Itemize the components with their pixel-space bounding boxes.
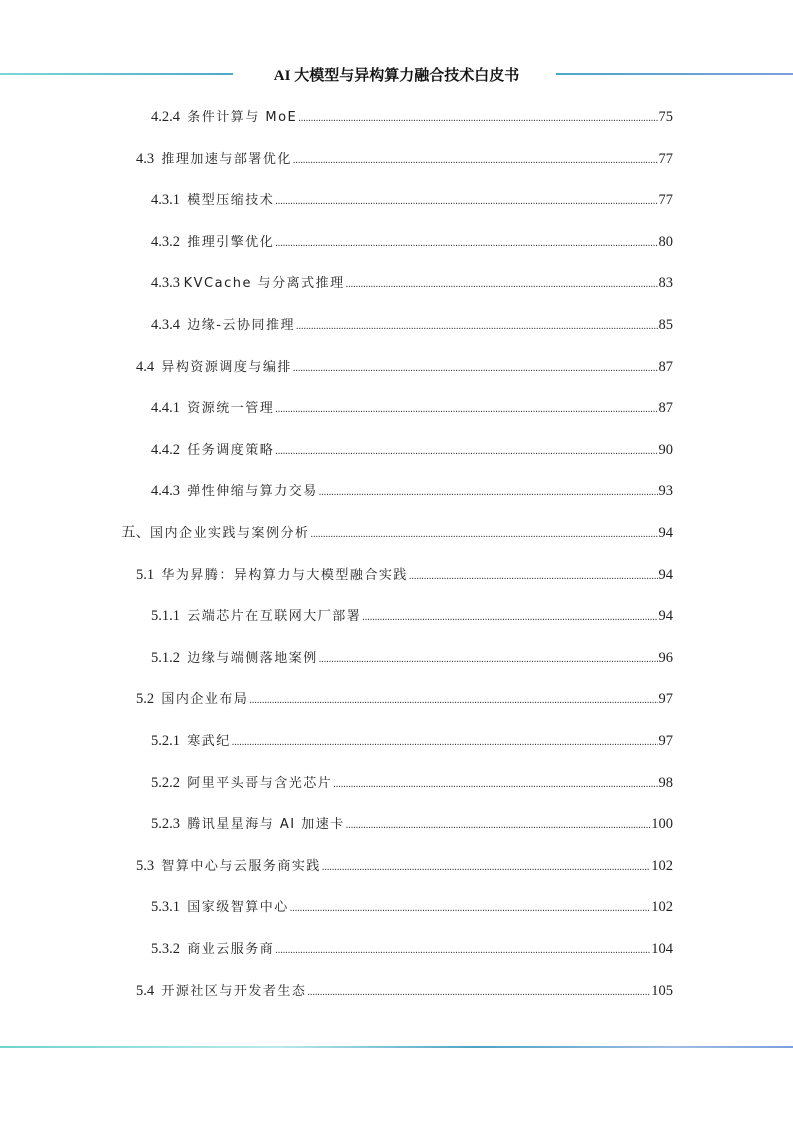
toc-entry[interactable]: [121, 522, 673, 544]
toc-entry-title: 异构资源调度与编排: [161, 359, 292, 375]
toc-leader-dots: [346, 274, 658, 296]
toc-entry-number: 五、: [121, 525, 150, 541]
toc-entry[interactable]: [151, 647, 673, 669]
toc-entry-page: 97: [658, 691, 673, 708]
toc-entry-title: 阿里平头哥与含光芯片: [187, 775, 333, 791]
toc-leader-dots: [293, 150, 658, 172]
toc-entry-page: 87: [658, 358, 673, 375]
toc-entry[interactable]: [151, 314, 673, 336]
toc-entry-page: 93: [658, 483, 673, 500]
toc-entry-number: 4.3.4: [151, 317, 188, 333]
toc-entry-page: 100: [651, 816, 673, 833]
toc-entry[interactable]: [151, 813, 673, 835]
toc-entry-title: 推理引擎优化: [187, 234, 275, 250]
toc-entry[interactable]: [136, 980, 673, 1002]
toc-entry[interactable]: [151, 189, 673, 211]
toc-entry-number: 5.2.1: [151, 733, 188, 749]
toc-leader-dots: [322, 857, 650, 879]
toc-entry[interactable]: [136, 148, 673, 170]
toc-entry[interactable]: [151, 272, 673, 294]
toc-leader-dots: [275, 441, 657, 463]
toc-entry[interactable]: [151, 896, 673, 918]
toc-leader-dots: [319, 482, 658, 504]
toc-leader-dots: [290, 898, 650, 920]
toc-entry-number: 5.1: [136, 566, 162, 583]
toc-entry-title: 云端芯片在互联网大厂部署: [187, 609, 362, 625]
toc-leader-dots: [311, 524, 658, 546]
toc-entry-title: 智算中心与云服务商实践: [161, 858, 321, 874]
toc-entry-number: 4.3.3: [151, 275, 184, 292]
toc-entry-number: 5.2.3: [151, 816, 188, 833]
toc-entry-title: 商业云服务商: [187, 942, 275, 957]
toc-leader-dots: [307, 982, 650, 1004]
toc-leader-dots: [275, 940, 650, 962]
toc-entry-page: 77: [658, 192, 673, 209]
toc-entry[interactable]: [151, 397, 673, 419]
toc-entry-title: 边缘与端侧落地案例: [187, 650, 318, 666]
toc-entry-title: 开源社区与开发者生态: [161, 983, 307, 999]
toc-entry-page: 94: [658, 566, 673, 583]
toc-entry-title: 国家级智算中心: [187, 900, 289, 916]
toc-entry-number: 5.1.1: [151, 608, 188, 625]
toc-entry[interactable]: [151, 106, 673, 128]
toc-entry-page: 105: [651, 982, 673, 999]
toc-entry-number: 4.4: [136, 358, 162, 375]
toc-entry-title: 寒武纪: [187, 734, 231, 749]
toc-entry-number: 5.3.2: [151, 941, 188, 957]
toc-entry-number: 4.4.1: [151, 400, 188, 417]
toc-entry-page: 102: [651, 857, 673, 874]
toc-leader-dots: [298, 108, 657, 130]
toc-leader-dots: [346, 815, 651, 837]
toc-leader-dots: [296, 316, 658, 338]
toc-entry-title: KVCache 与分离式推理: [183, 276, 345, 292]
toc-entry-page: 94: [658, 525, 673, 541]
toc-entry-number: 4.4.2: [151, 441, 188, 458]
toc-entry[interactable]: [151, 772, 673, 794]
header-rule-right: [556, 73, 793, 75]
toc-entry-page: 98: [658, 774, 673, 791]
toc-entry-title: 边缘-云协同推理: [187, 318, 295, 333]
toc-entry-page: 85: [658, 317, 673, 333]
toc-entry-page: 94: [658, 608, 673, 625]
toc-entry-number: 5.4: [136, 982, 162, 999]
toc-entry[interactable]: [136, 356, 673, 378]
toc-leader-dots: [275, 399, 657, 421]
toc-entry-title: 推理加速与部署优化: [161, 151, 292, 167]
toc-entry-title: 任务调度策略: [187, 442, 275, 458]
toc-entry-page: 90: [658, 441, 673, 458]
toc-leader-dots: [275, 233, 657, 255]
toc-entry-number: 4.4.3: [151, 483, 188, 500]
toc-entry-page: 102: [651, 899, 673, 916]
toc-leader-dots: [409, 566, 658, 588]
toc-entry[interactable]: [151, 730, 673, 752]
toc-entry[interactable]: [136, 564, 673, 586]
toc-leader-dots: [319, 649, 658, 671]
toc-entry-number: 4.3.1: [151, 192, 188, 209]
toc-leader-dots: [249, 690, 657, 712]
toc-entry-page: 87: [658, 400, 673, 417]
toc-leader-dots: [362, 607, 657, 629]
toc-entry[interactable]: [136, 855, 673, 877]
toc-entry-number: 4.3: [136, 150, 162, 167]
toc-entry-number: 4.2.4: [151, 109, 188, 125]
toc-entry[interactable]: [136, 688, 673, 710]
toc-entry-page: 77: [658, 150, 673, 167]
toc-entry-number: 5.2.2: [151, 774, 188, 791]
toc-entry-page: 104: [651, 941, 673, 957]
toc-leader-dots: [333, 774, 657, 796]
toc-entry-title: 国内企业布局: [161, 692, 249, 708]
toc-entry-number: 5.3: [136, 857, 162, 874]
toc-entry-number: 5.1.2: [151, 649, 188, 666]
toc-entry-title: 条件计算与 MoE: [187, 110, 298, 125]
footer-rule: [0, 1046, 793, 1048]
toc-entry[interactable]: [151, 605, 673, 627]
toc-entry-title: 华为昇腾：异构算力与大模型融合实践: [161, 567, 408, 583]
toc-entry[interactable]: [151, 231, 673, 253]
toc-entry-title: 腾讯星星海与 AI 加速卡: [187, 817, 345, 833]
toc-entry-title: 国内企业实践与案例分析: [150, 526, 310, 541]
toc-entry-number: 4.3.2: [151, 233, 188, 250]
toc-entry-page: 75: [658, 109, 673, 125]
toc-entry-title: 模型压缩技术: [187, 193, 275, 209]
toc-entry-number: 5.2: [136, 691, 162, 708]
toc-entry-page: 97: [658, 733, 673, 749]
toc-entry-title: 资源统一管理: [187, 401, 275, 417]
toc-entry-title: 弹性伸缩与算力交易: [187, 484, 318, 500]
toc-entry-number: 5.3.1: [151, 899, 188, 916]
toc-entry[interactable]: [151, 480, 673, 502]
toc-leader-dots: [275, 191, 657, 213]
document-title: AI 大模型与异构算力融合技术白皮书: [273, 68, 520, 84]
toc-entry-page: 80: [658, 233, 673, 250]
toc-entry-page: 96: [658, 649, 673, 666]
toc-entry[interactable]: [151, 938, 673, 960]
toc-entry-page: 83: [658, 275, 673, 292]
toc-entry[interactable]: [151, 439, 673, 461]
toc-leader-dots: [232, 732, 658, 754]
toc-leader-dots: [293, 358, 658, 380]
